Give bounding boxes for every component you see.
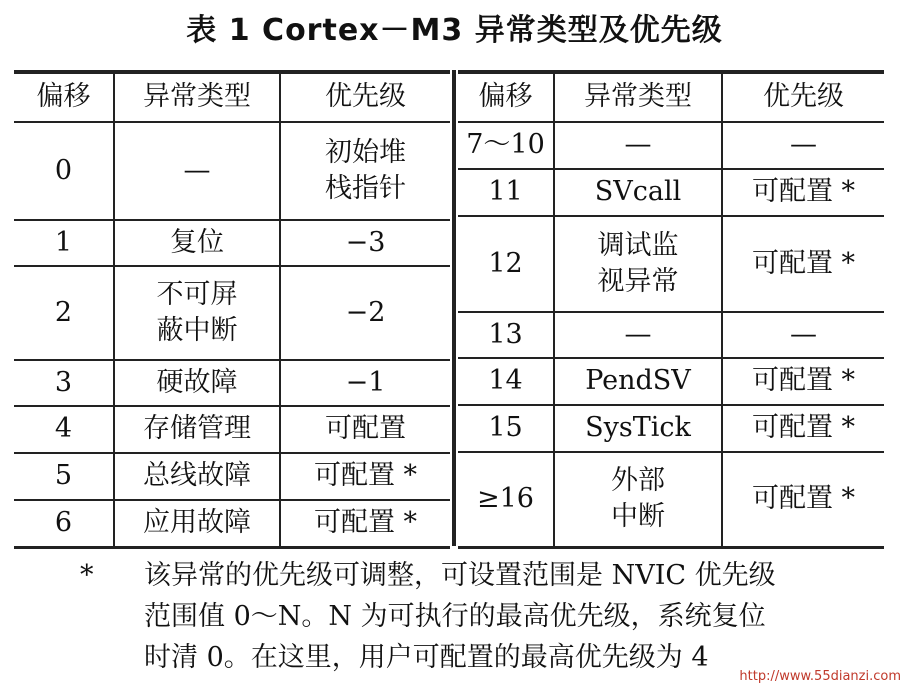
footnote-text — [144, 555, 904, 678]
priority-line: 栈指针 — [325, 173, 406, 204]
header-priority: 优先级 — [280, 72, 450, 122]
offset-cell: 4 — [14, 406, 114, 453]
exception-type-cell: 复位 — [114, 220, 280, 266]
table-header-row — [458, 72, 884, 122]
exception-type-line: 调试监 — [597, 229, 679, 261]
exception-type-cell — [114, 266, 280, 360]
footnote-line: 范围值 0～N。N 为可执行的最高优先级，系统复位 — [144, 601, 766, 632]
header-offset: 偏移 — [458, 72, 554, 122]
table-row — [14, 122, 450, 220]
footnote-marker: * — [80, 560, 94, 591]
priority-cell: 可配置 * — [722, 169, 884, 216]
offset-cell: 14 — [458, 358, 554, 405]
priority-cell: — — [722, 122, 884, 169]
table-title: 表 1 Cortex－M3 异常类型及优先级 — [186, 13, 723, 48]
exception-type-cell: — — [114, 122, 280, 220]
exception-type-cell: SVcall — [554, 169, 722, 216]
table-header-row — [14, 72, 450, 122]
header-offset: 偏移 — [14, 72, 114, 122]
priority-cell: 可配置 * — [722, 452, 884, 547]
offset-cell: 11 — [458, 169, 554, 216]
table-row — [458, 358, 884, 405]
table-divider — [452, 70, 456, 546]
table-row — [14, 453, 450, 500]
offset-cell: ≥16 — [458, 452, 554, 547]
footnote — [0, 553, 909, 683]
priority-cell: 可配置 * — [280, 453, 450, 500]
offset-cell: 3 — [14, 360, 114, 406]
table-row — [14, 360, 450, 406]
priority-cell: −1 — [280, 360, 450, 406]
header-exception-type: 异常类型 — [554, 72, 722, 122]
exception-type-cell — [554, 216, 722, 312]
footnote-line: 时清 0。在这里，用户可配置的最高优先级为 4 — [144, 642, 709, 673]
table-row — [458, 312, 884, 358]
offset-cell: 2 — [14, 266, 114, 360]
exception-type-cell: PendSV — [554, 358, 722, 405]
priority-line: 初始堆 — [325, 136, 406, 168]
offset-cell: 7～10 — [458, 122, 554, 169]
table-row — [458, 122, 884, 169]
header-priority: 优先级 — [722, 72, 884, 122]
priority-cell: 可配置 * — [722, 358, 884, 405]
priority-cell: 可配置 — [280, 406, 450, 453]
priority-cell — [280, 122, 450, 220]
exception-type-cell: SysTick — [554, 405, 722, 452]
offset-cell: 5 — [14, 453, 114, 500]
exception-type-line: 外部 — [611, 464, 665, 496]
exception-type-line: 蔽中断 — [156, 315, 238, 346]
priority-cell: 可配置 * — [722, 216, 884, 312]
exception-type-line: 不可屏 — [156, 278, 238, 310]
exception-table-right — [458, 70, 884, 549]
table-row — [458, 216, 884, 312]
table-row — [14, 220, 450, 266]
exception-type-cell: 存储管理 — [114, 406, 280, 453]
priority-cell: −2 — [280, 266, 450, 360]
offset-cell: 6 — [14, 500, 114, 547]
exception-type-cell: 应用故障 — [114, 500, 280, 547]
exception-type-line: 视异常 — [597, 266, 679, 297]
table-row — [14, 500, 450, 547]
watermark: http://www.55dianzi.com — [739, 669, 901, 684]
table-row — [458, 169, 884, 216]
header-exception-type: 异常类型 — [114, 72, 280, 122]
table-row — [14, 266, 450, 360]
exception-type-cell — [554, 452, 722, 547]
exception-table-left — [14, 70, 450, 549]
offset-cell: 1 — [14, 220, 114, 266]
priority-cell: — — [722, 312, 884, 358]
exception-type-line: 中断 — [611, 501, 665, 533]
table-row — [458, 405, 884, 452]
priority-cell: 可配置 * — [722, 405, 884, 452]
table-row — [458, 452, 884, 547]
offset-cell: 13 — [458, 312, 554, 358]
offset-cell: 0 — [14, 122, 114, 220]
offset-cell: 12 — [458, 216, 554, 312]
exception-type-cell: 硬故障 — [114, 360, 280, 406]
offset-cell: 15 — [458, 405, 554, 452]
footnote-line: 该异常的优先级可调整，可设置范围是 NVIC 优先级 — [144, 560, 776, 591]
exception-type-cell: — — [554, 122, 722, 169]
priority-cell: 可配置 * — [280, 500, 450, 547]
priority-cell: −3 — [280, 220, 450, 266]
table-row — [14, 406, 450, 453]
exception-type-cell: — — [554, 312, 722, 358]
exception-type-cell: 总线故障 — [114, 453, 280, 500]
